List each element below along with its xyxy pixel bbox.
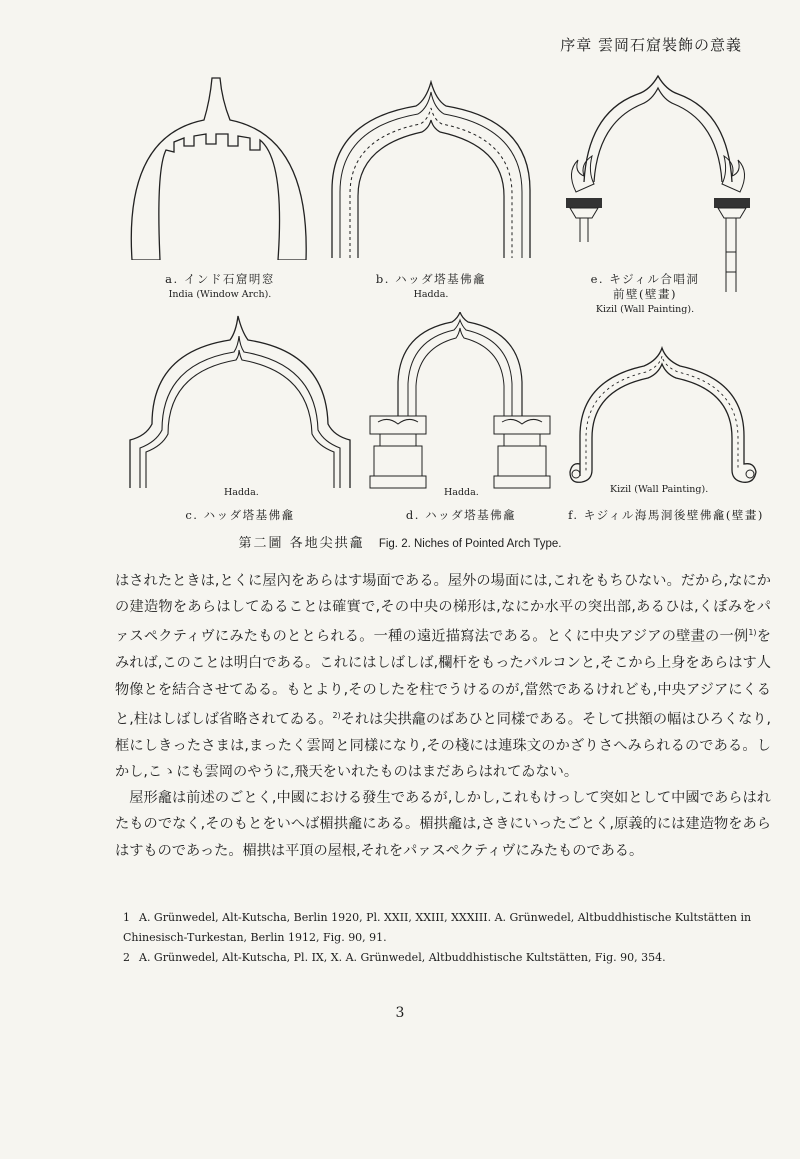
footnote-1-text: A. Grünwedel, Alt-Kutscha, Berlin 1920, Pl. XXII, XXIII, XXXIII. A. Grünwedel, Altbuddhistische Kultstätten in Chinesisch-Turkestan, Berlin 1912, Fig. 90, 91. [123,911,752,944]
sublabel-f: Kizil (Wall Painting). [610,484,709,495]
arch-drawing-f [566,346,762,486]
footnote-ref-2[interactable]: 2) [332,710,341,720]
figure-title-en: Fig. 2. Niches of Pointed Arch Type. [378,538,562,550]
figure-a-india-window-arch [120,70,320,260]
caption-e-en: Kizil (Wall Painting). [595,304,695,315]
figure-c-hadda-arch [126,312,356,490]
figure-f-kizil-beaded-arch [566,346,762,486]
footnote-2-text: A. Grünwedel, Alt-Kutscha, Pl. IX, X. A. Grünwedel, Altbuddhistische Kultstätten, Fig. 90, 354. [139,951,666,964]
caption-e [560,272,730,317]
paragraph-1-part-a: はされたときは,とくに屋內をあらはす場面である。屋外の場面には,これをもちひない。だから,なにかの建造物をあらはしてゐることは確實で,その中央の梯形は,なにか水平の突出部,あるひは,くぼみをパァスペクティヴにみたものととられる。一種の遠近描寫法である。とくに中央アジアの壁畫の一例 [115,573,771,646]
caption-d-ja: d. ハッダ塔基佛龕 [405,508,517,522]
figure-b-hadda-arch [326,80,536,260]
arch-drawing-c [126,312,356,490]
page-number: 3 [395,1005,405,1021]
arch-drawing-e [558,72,758,302]
figure-d-hadda-arch-pillars [368,312,552,492]
paragraph-1-part-b: をみれば,このことは明白である。これにはしばしば,欄杆をもったバルコンと,そこから上身をあらはす人物像とを結合させてゐる。もとより,そのしたを柱でうけるのが,當然であるけれども,中央アジアにくると,柱はしばしば省略されてゐる。 [115,629,771,728]
footnote-2-number: 2 [123,951,130,964]
paragraph-2: 屋形龕は前述のごとく,中國における發生であるが,しかし,これもけっして突如として中國であらはれたものでなく,そのもとをいへば楣拱龕にある。楣拱龕は,さきにいったごとく,原義的には建造物をあらはすものであった。楣拱は平頂の屋根,それをパァスペクティヴにみたものである。 [115,790,771,859]
caption-b-en: Hadda. [413,289,449,300]
paragraph-1 [115,568,771,785]
sublabel-d: Hadda. [444,487,479,498]
arch-drawing-d [368,312,552,492]
caption-e-ja-1: e. キジィル合唱洞 [590,272,700,286]
footnote-2 [115,948,771,968]
figure-title [0,532,800,551]
caption-f-ja: f. キジィル海馬洞後壁佛龕(壁畫) [568,508,764,522]
caption-a-en: India (Window Arch). [168,289,272,300]
caption-d [376,508,546,523]
footnote-1 [115,908,771,948]
caption-a [120,272,320,302]
arch-drawing-a [120,70,320,260]
caption-b [336,272,526,302]
caption-e-ja-2: 前壁(壁畫) [613,287,677,301]
footnotes [115,908,771,968]
body-text [115,568,771,864]
caption-a-ja: a. インド石窟明窓 [165,272,275,286]
running-head: 序章 雲岡石窟裝飾の意義 [560,36,742,54]
footnote-ref-1[interactable]: 1) [748,628,757,638]
caption-c [150,508,330,523]
paragraph-1-part-c: それは尖拱龕のばあひと同樣である。そして拱額の幅はひろくなり,框にしきったさまは,まったく雲岡と同樣になり,その棧には連珠文のかざりさへみられるのである。しかし,こゝにも雲岡のやうに,飛天をいれたものはまだあらはれてゐない。 [115,711,771,780]
caption-f [560,508,772,523]
caption-b-ja: b. ハッダ塔基佛龕 [375,272,487,286]
footnote-1-number: 1 [123,911,130,924]
figure-e-kizil-arch [558,72,758,302]
caption-c-ja: c. ハッダ塔基佛龕 [185,508,295,522]
figure-title-ja: 第二圖 各地尖拱龕 [238,536,365,551]
arch-drawing-b [326,80,536,260]
sublabel-c: Hadda. [224,487,259,498]
